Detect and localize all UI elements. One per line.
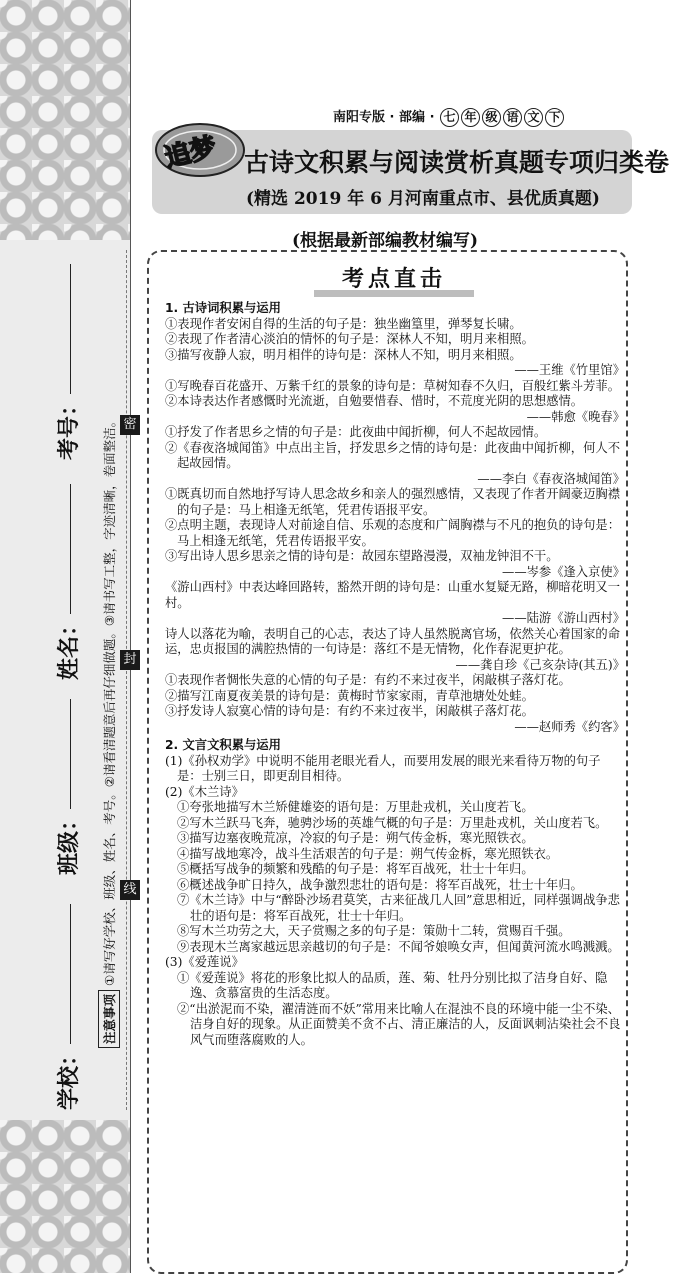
list-item: ②描写江南夏夜美景的诗句是：黄梅时节家家雨，青草池塘处处蛙。 — [165, 688, 534, 703]
name-label: 姓名： — [57, 613, 82, 680]
school-field[interactable] — [52, 904, 83, 1110]
compile-basis: (根据最新部编教材编写) — [292, 231, 479, 251]
exam-notice — [98, 258, 120, 1048]
list-item: (1)《孙权劝学》中说明不能用老眼光看人，而要用发展的眼光来看待万物的句子是：士别三日，即更刮目相待。 — [165, 753, 601, 783]
list-item: ②“出淤泥而不染，濯清涟而不妖”常用来比喻人在混浊不良的环境中能一尘不染、洁身自好的现象。从正面赞美不贪不占、清正廉洁的人，反面讽刺沾染社会不良风气而堕落腐败的人。 — [177, 1001, 621, 1047]
page-title: 古诗文积累与阅读赏析真题专项归类卷 — [244, 148, 670, 177]
school-blank[interactable] — [70, 904, 71, 1044]
decorative-pattern-top — [0, 0, 130, 240]
page-subtitle: (精选 2019 年 6 月河南重点市、县优质真题) — [246, 189, 600, 209]
poem-source: ——韩愈《晚春》 — [526, 409, 625, 424]
list-item: ②表现了作者清心淡泊的情怀的句子是：深林人不知，明月来相照。 — [165, 332, 534, 346]
part2-title: 2. 文言文积累与运用 — [165, 738, 281, 752]
seal-mi: 密 — [120, 415, 140, 435]
edition-label: 南阳专版 — [333, 110, 386, 125]
class-label: 班级： — [57, 808, 82, 875]
poem-source: ——龚自珍《己亥杂诗(其五)》 — [455, 657, 625, 672]
grade-char: 下 — [545, 108, 564, 127]
part1-title: 1. 古诗词积累与运用 — [165, 301, 281, 315]
decorative-pattern-bottom — [0, 1120, 130, 1273]
grade-char: 语 — [503, 108, 522, 127]
list-item: ②写木兰跃马飞奔，驰骋沙场的英雄气概的句子是：万里赴戎机，关山度若飞。 — [177, 815, 608, 830]
list-item: ⑧写木兰功劳之大，天子赏赐之多的句子是：策勋十二转，赏赐百千强。 — [177, 924, 571, 938]
poem-source: ——赵师秀《约客》 — [514, 719, 625, 734]
poem-source: ——王维《竹里馆》 — [514, 363, 625, 377]
list-item: ②点明主题，表现诗人对前途自信、乐观的态度和广阔胸襟与不凡的抱负的诗句是：马上相逢无纸笔，凭君传语报平安。 — [165, 518, 620, 548]
list-item: ①既真切而自然地抒写诗人思念故乡和亲人的强烈感情，又表现了作者开阔豪迈胸襟的句子是：马上相逢无纸笔，凭君传语报平安。 — [165, 487, 620, 517]
list-item: ⑥概述战争旷日持久，战争激烈悲壮的语句是：将军百战死，壮士十年归。 — [177, 877, 583, 892]
name-field[interactable] — [52, 484, 83, 680]
cut-dashed-line — [126, 250, 127, 1110]
list-item: ④描写战地寒冷，战斗生活艰苦的句子是：朔气传金柝，寒光照铁衣。 — [177, 846, 559, 861]
seal-feng: 封 — [120, 650, 140, 670]
list-item: ⑨表现木兰离家越远思亲越切的句子是：不闻爷娘唤女声，但闻黄河流水鸣溅溅。 — [177, 939, 620, 954]
seal-xian: 线 — [120, 880, 140, 900]
list-item: ⑤概括写战争的频繁和残酷的句子是：将军百战死，壮士十年归。 — [177, 862, 534, 876]
binding-line — [130, 0, 131, 1273]
list-item: ①夸张地描写木兰矫健雄姿的语句是：万里赴戎机，关山度若飞。 — [177, 800, 534, 814]
section-heading — [314, 262, 474, 296]
notice-text: ①请写好学校、班级、姓名、考号。②请看清题意后再仔细做题。③请书写工整，字迹清晰，卷面整洁。 — [102, 414, 117, 986]
publisher-label: 部编 — [399, 110, 426, 125]
list-item: ①抒发了作者思乡之情的句子是：此夜曲中闻折柳，何人不起故园情。 — [165, 425, 547, 439]
exam-no-blank[interactable] — [70, 264, 71, 394]
list-item: ②《春夜洛城闻笛》中点出主旨，抒发思乡之情的诗句是：此夜曲中闻折柳，何人不起故园情。 — [165, 440, 620, 470]
logo — [154, 118, 250, 180]
poem-source: ——岑参《逢入京使》 — [502, 564, 625, 579]
notice-label: 注意事项 — [98, 990, 120, 1048]
grade-char: 文 — [524, 108, 543, 127]
list-item: ①写晚春百花盛开、万紫千红的景象的诗句是：草树知春不久归，百般红紫斗芳菲。 — [165, 378, 620, 393]
grade-char: 级 — [482, 108, 501, 127]
separator: · — [429, 110, 435, 125]
list-item: 诗人以落花为喻，表明自己的心志，表达了诗人虽然脱离官场，依然关心着国家的命运，忠贞报国的满腔热情的一句诗是：落红不是无情物，化作春泥更护花。 — [165, 626, 620, 656]
list-item: ①表现作者安闲自得的生活的句子是：独坐幽篁里，弹琴复长啸。 — [165, 316, 522, 331]
list-item: ③描写夜静人寂，明月相伴的诗句是：深林人不知，明月来相照。 — [165, 347, 522, 362]
list-item: ①《爱莲说》将花的形象比拟人的品质，莲、菊、牡丹分别比拟了洁身自好、隐逸、贪慕富贵的生活态度。 — [177, 970, 608, 1000]
section-heading-text: 考点直击 — [341, 266, 446, 292]
school-label: 学校： — [57, 1043, 82, 1110]
class-blank[interactable] — [70, 699, 71, 809]
logo-text: 追梦 — [161, 132, 220, 174]
exam-no-label: 考号： — [57, 393, 82, 460]
list-item: ①表现作者惆怅失意的心情的句子是：有约不来过夜半，闲敲棋子落灯花。 — [165, 673, 571, 687]
subsection-title: (2)《木兰诗》 — [165, 784, 244, 799]
list-item: ⑦《木兰诗》中与“醉卧沙场君莫笑，古来征战几人回”意思相近，同样强调战争悲壮的语句是：将军百战死，壮士十年归。 — [177, 893, 620, 923]
poem-source: ——陆游《游山西村》 — [502, 611, 625, 625]
edition-line — [333, 106, 565, 127]
grade-char: 七 — [440, 108, 459, 127]
list-item: ③抒发诗人寂寞心情的诗句是：有约不来过夜半，闲敲棋子落灯花。 — [165, 704, 534, 718]
separator: · — [389, 110, 395, 125]
list-item: ③描写边塞夜晚荒凉，冷寂的句子是：朔气传金柝，寒光照铁衣。 — [177, 831, 534, 845]
subsection-title: (3)《爱莲说》 — [165, 955, 244, 969]
grade-char: 年 — [461, 108, 480, 127]
class-field[interactable] — [52, 699, 83, 875]
exam-no-field[interactable] — [52, 264, 83, 460]
list-item: 《游山西村》中表达峰回路转，豁然开朗的诗句是：山重水复疑无路，柳暗花明又一村。 — [165, 580, 620, 610]
content-body — [165, 301, 625, 1048]
name-blank[interactable] — [70, 484, 71, 614]
poem-source: ——李白《春夜洛城闻笛》 — [477, 471, 625, 486]
list-item: ③写出诗人思乡思亲之情的诗句是：故园东望路漫漫，双袖龙钟泪不干。 — [165, 549, 559, 563]
list-item: ②本诗表达作者感慨时光流逝，自勉要惜春、惜时，不荒度光阴的思想感情。 — [165, 394, 584, 408]
